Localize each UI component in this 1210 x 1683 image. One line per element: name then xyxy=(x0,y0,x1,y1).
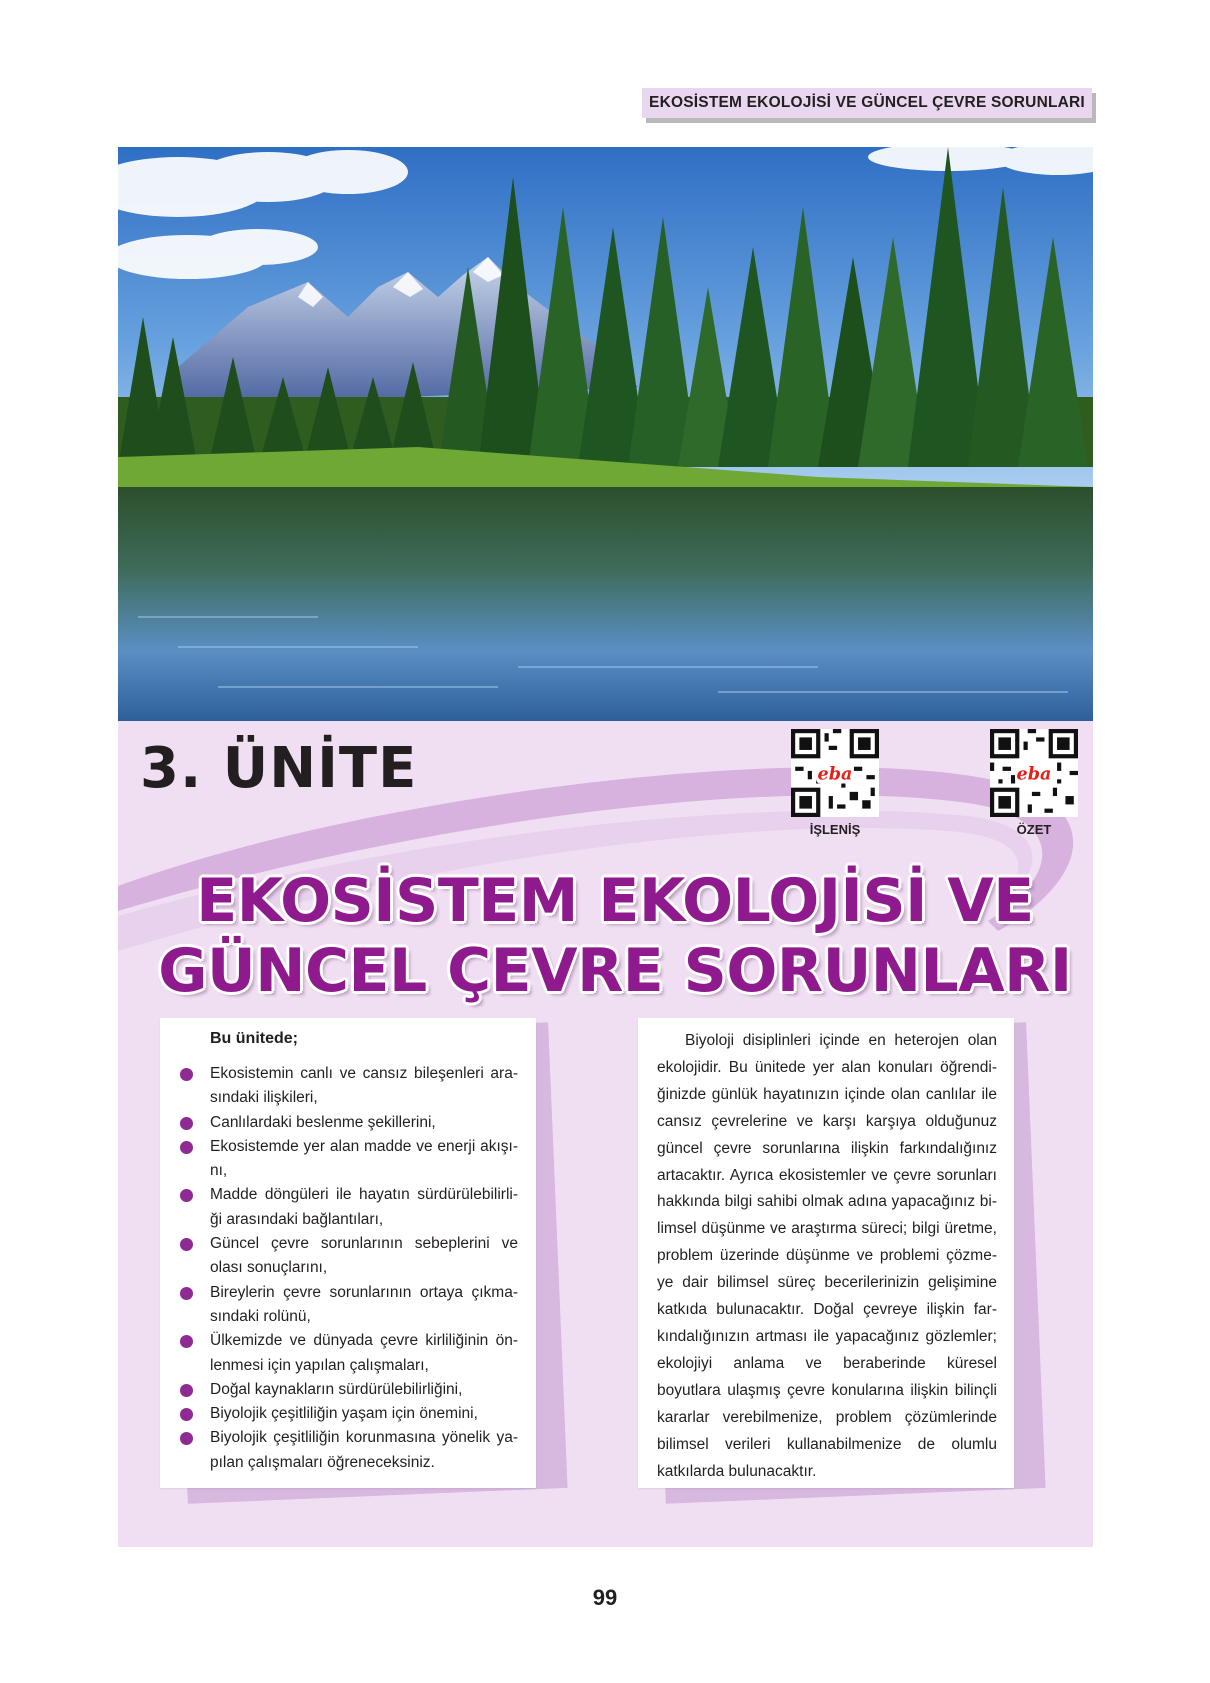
running-header xyxy=(642,88,1092,118)
running-header-title: EKOSİSTEM EKOLOJİSİ VE GÜNCEL ÇEVRE SORUNLARI xyxy=(649,94,1085,111)
intro-card xyxy=(638,1018,1014,1488)
list-item: Ülkemizde ve dünyada çevre kirliliğinin ön- lenmesi için yapılan çalışmaları, xyxy=(178,1329,518,1378)
bullet-icon xyxy=(180,1432,193,1445)
qr-label-isleyis: İŞLENİŞ xyxy=(809,822,861,837)
bullet-icon xyxy=(180,1189,193,1202)
unit-title xyxy=(150,866,1080,1006)
bullet-icon xyxy=(180,1141,193,1154)
bullet-icon xyxy=(180,1238,193,1251)
list-item: Canlılardaki beslenme şekillerini, xyxy=(178,1111,518,1135)
objectives-card xyxy=(160,1018,536,1488)
list-item: Güncel çevre sorunlarının sebeplerini ve olası sonuçlarını, xyxy=(178,1232,518,1281)
eba-logo: eba xyxy=(1016,763,1052,785)
unit-title-line-2: GÜNCEL ÇEVRE SORUNLARI xyxy=(158,936,1072,1006)
list-item: Ekosistemde yer alan madde ve enerji akışı- nı, xyxy=(178,1135,518,1184)
unit-label: 3. ÜNİTE xyxy=(140,736,418,801)
unit-title-line-1: EKOSİSTEM EKOLOJİSİ VE xyxy=(196,866,1034,936)
qr-code-ozet[interactable] xyxy=(990,729,1078,817)
qr-code-icon xyxy=(990,729,1078,817)
bullet-icon xyxy=(180,1068,193,1081)
bullet-icon xyxy=(180,1117,193,1130)
objectives-list xyxy=(178,1062,518,1475)
list-item: Doğal kaynakların sürdürülebilirliğini, xyxy=(178,1378,518,1402)
intro-paragraph: Biyoloji disiplinleri içinde en heterojen olan ekolojidir. Bu ünitede yer alan konuları öğrendi- ğinizde günlük hayatınızın içinde olan canlılar ile cansız çevrelerine ve karşı karşıya olduğunuz güncel çevre sorunlarına ilişkin farkındalığınız artacaktır. Ayrıca ekosistemler ve çevre sorunları hakkında bilgi sahibi olmak adına yapacağınız bi- limsel düşünme ve araştırma süreci; bilgi üretme, problem üzerinde düşünme ve problemi çözme- ye dair bilimsel süreç becerilerinizin gelişimine katkıda bulunacaktır. Doğal çevreye ilişkin far- kındalığınızın artması ile yapacağınız gözlemler; ekolojiyi anlama ve beraberinde küresel boyutlara ulaşmış çevre konularına ilişkin bilinçli kararlar verebilmenize, problem çözümlerinde bilimsel verileri kullanabilmenize de olumlu katkılarda bulunacaktır. xyxy=(657,1032,997,1480)
landscape-illustration xyxy=(118,147,1093,721)
landscape-photo xyxy=(118,147,1093,721)
bullet-icon xyxy=(180,1384,193,1397)
qr-label-ozet: ÖZET xyxy=(1016,822,1052,837)
list-item: Biyolojik çeşitliliğin yaşam için önemini, xyxy=(178,1402,518,1426)
qr-code-isleyis[interactable] xyxy=(791,729,879,817)
list-item: Bireylerin çevre sorunlarının ortaya çıkma- sındaki rolünü, xyxy=(178,1281,518,1330)
lake xyxy=(118,487,1093,721)
list-item: Biyolojik çeşitliliğin korunmasına yönelik ya- pılan çalışmaları öğreneceksiniz. xyxy=(178,1426,518,1475)
objectives-heading: Bu ünitede; xyxy=(210,1030,298,1047)
page-number: 99 xyxy=(592,1585,618,1610)
bullet-icon xyxy=(180,1287,193,1300)
list-item: Madde döngüleri ile hayatın sürdürülebilirli- ği arasındaki bağlantıları, xyxy=(178,1183,518,1232)
eba-logo: eba xyxy=(817,763,853,785)
bullet-icon xyxy=(180,1408,193,1421)
qr-code-icon xyxy=(791,729,879,817)
bullet-icon xyxy=(180,1335,193,1348)
list-item: Ekosistemin canlı ve cansız bileşenleri ara- sındaki ilişkileri, xyxy=(178,1062,518,1111)
